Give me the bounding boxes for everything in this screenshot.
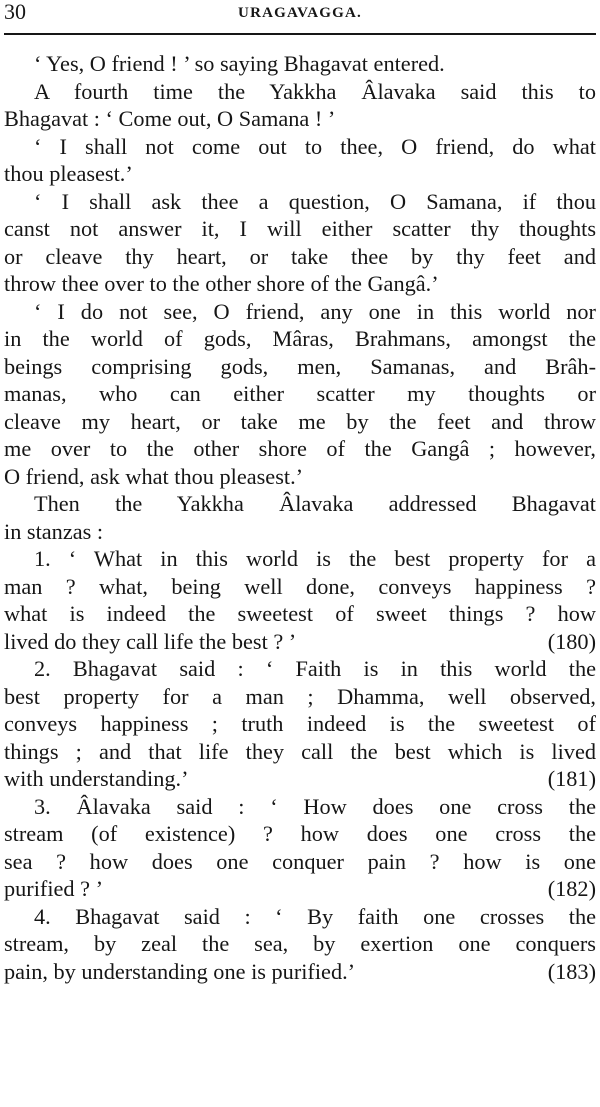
text-line: [4, 573, 596, 601]
page-header: [4, 0, 596, 24]
text-line-content: or cleave thy heart, or take thee by thy feet and: [4, 243, 596, 269]
text-line-content: Then the Yakkha Âlavaka addressed Bhagavat: [34, 491, 596, 516]
verse-number: (181): [547, 766, 596, 791]
text-line: [4, 600, 596, 628]
text-line-content: thou pleasest.’: [4, 161, 133, 186]
text-line-content: ‘ I shall ask thee a question, O Samana, if thou: [34, 188, 596, 214]
text-line-content: 4. Bhagavat said : ‘ By faith one crosses the: [34, 903, 596, 929]
text-line: [4, 683, 596, 711]
text-line: [4, 215, 596, 243]
text-line-content: things ; and that life they call the best which is lived: [4, 738, 596, 764]
text-line-content: what is indeed the sweetest of sweet things ? how: [4, 601, 596, 626]
text-line-content: manas, who can either scatter my thoughts or: [4, 381, 596, 406]
verse-number: (180): [547, 628, 596, 654]
text-line-content: conveys happiness ; truth indeed is the sweetest of: [4, 711, 596, 736]
text-line-content: throw thee over to the other shore of the Gangâ.’: [4, 271, 439, 296]
text-line-content: lived do they call life the best ? ’: [4, 628, 297, 654]
text-line: [4, 958, 596, 986]
text-line: [4, 820, 596, 848]
text-line-content: ‘ I shall not come out to thee, O friend, do what: [34, 133, 596, 159]
text-line: [4, 545, 596, 573]
text-line: [4, 133, 596, 161]
text-line-content: Bhagavat : ‘ Come out, O Samana ! ’: [4, 106, 336, 131]
text-line-content: pain, by understanding one is purified.’: [4, 958, 356, 984]
text-line-content: A fourth time the Yakkha Âlavaka said this to: [34, 78, 596, 104]
text-line: [4, 875, 596, 903]
text-line: [4, 270, 596, 298]
text-line: [4, 655, 596, 683]
text-line-content: man ? what, being well done, conveys happiness ?: [4, 573, 596, 599]
text-line: [4, 930, 596, 958]
text-line-content: stream, by zeal the sea, by exertion one conquers: [4, 931, 596, 956]
text-line: [4, 160, 596, 188]
text-line: [4, 408, 596, 436]
text-line: [4, 325, 596, 353]
text-line-content: in the world of gods, Mâras, Brahmans, amongst the: [4, 326, 596, 351]
body-text: [4, 50, 596, 985]
text-line: [4, 50, 596, 78]
text-line: [4, 793, 596, 821]
header-rule: [4, 33, 596, 35]
verse-number: (183): [547, 958, 596, 984]
verse-number: (182): [547, 876, 596, 901]
running-title: URAGAVAGGA.: [238, 5, 362, 21]
text-line: [4, 628, 596, 656]
text-line-content: in stanzas :: [4, 518, 104, 544]
text-line-content: ‘ I do not see, O friend, any one in this world nor: [34, 298, 596, 324]
text-line: [4, 490, 596, 518]
text-line: [4, 518, 596, 546]
text-line-content: 1. ‘ What in this world is the best property for a: [34, 546, 596, 571]
text-line: [4, 353, 596, 381]
text-line-content: me over to the other shore of the Gangâ ; however,: [4, 436, 596, 461]
text-line-content: ‘ Yes, O friend ! ’ so saying Bhagavat entered.: [34, 51, 445, 76]
text-line-content: 3. Âlavaka said : ‘ How does one cross the: [34, 793, 596, 819]
text-line: [4, 710, 596, 738]
text-line-content: cleave my heart, or take me by the feet and throw: [4, 408, 596, 434]
text-line-content: canst not answer it, I will either scatter thy thoughts: [4, 216, 596, 241]
text-line: [4, 243, 596, 271]
text-line: [4, 188, 596, 216]
text-line: [4, 78, 596, 106]
text-line: [4, 765, 596, 793]
text-line-content: stream (of existence) ? how does one cross the: [4, 821, 596, 846]
text-line: [4, 738, 596, 766]
text-line-content: best property for a man ; Dhamma, well observed,: [4, 683, 596, 709]
page-number: 30: [4, 0, 26, 24]
text-line-content: 2. Bhagavat said : ‘ Faith is in this world the: [34, 656, 596, 681]
text-line: [4, 380, 596, 408]
text-line-content: O friend, ask what thou pleasest.’: [4, 463, 304, 489]
text-line: [4, 435, 596, 463]
text-line-content: purified ? ’: [4, 876, 104, 901]
text-line: [4, 298, 596, 326]
text-line-content: beings comprising gods, men, Samanas, and Brâh-: [4, 353, 596, 379]
text-line: [4, 848, 596, 876]
text-line: [4, 105, 596, 133]
text-line-content: sea ? how does one conquer pain ? how is one: [4, 848, 596, 874]
text-line-content: with understanding.’: [4, 766, 189, 791]
text-line: [4, 903, 596, 931]
text-line: [4, 463, 596, 491]
